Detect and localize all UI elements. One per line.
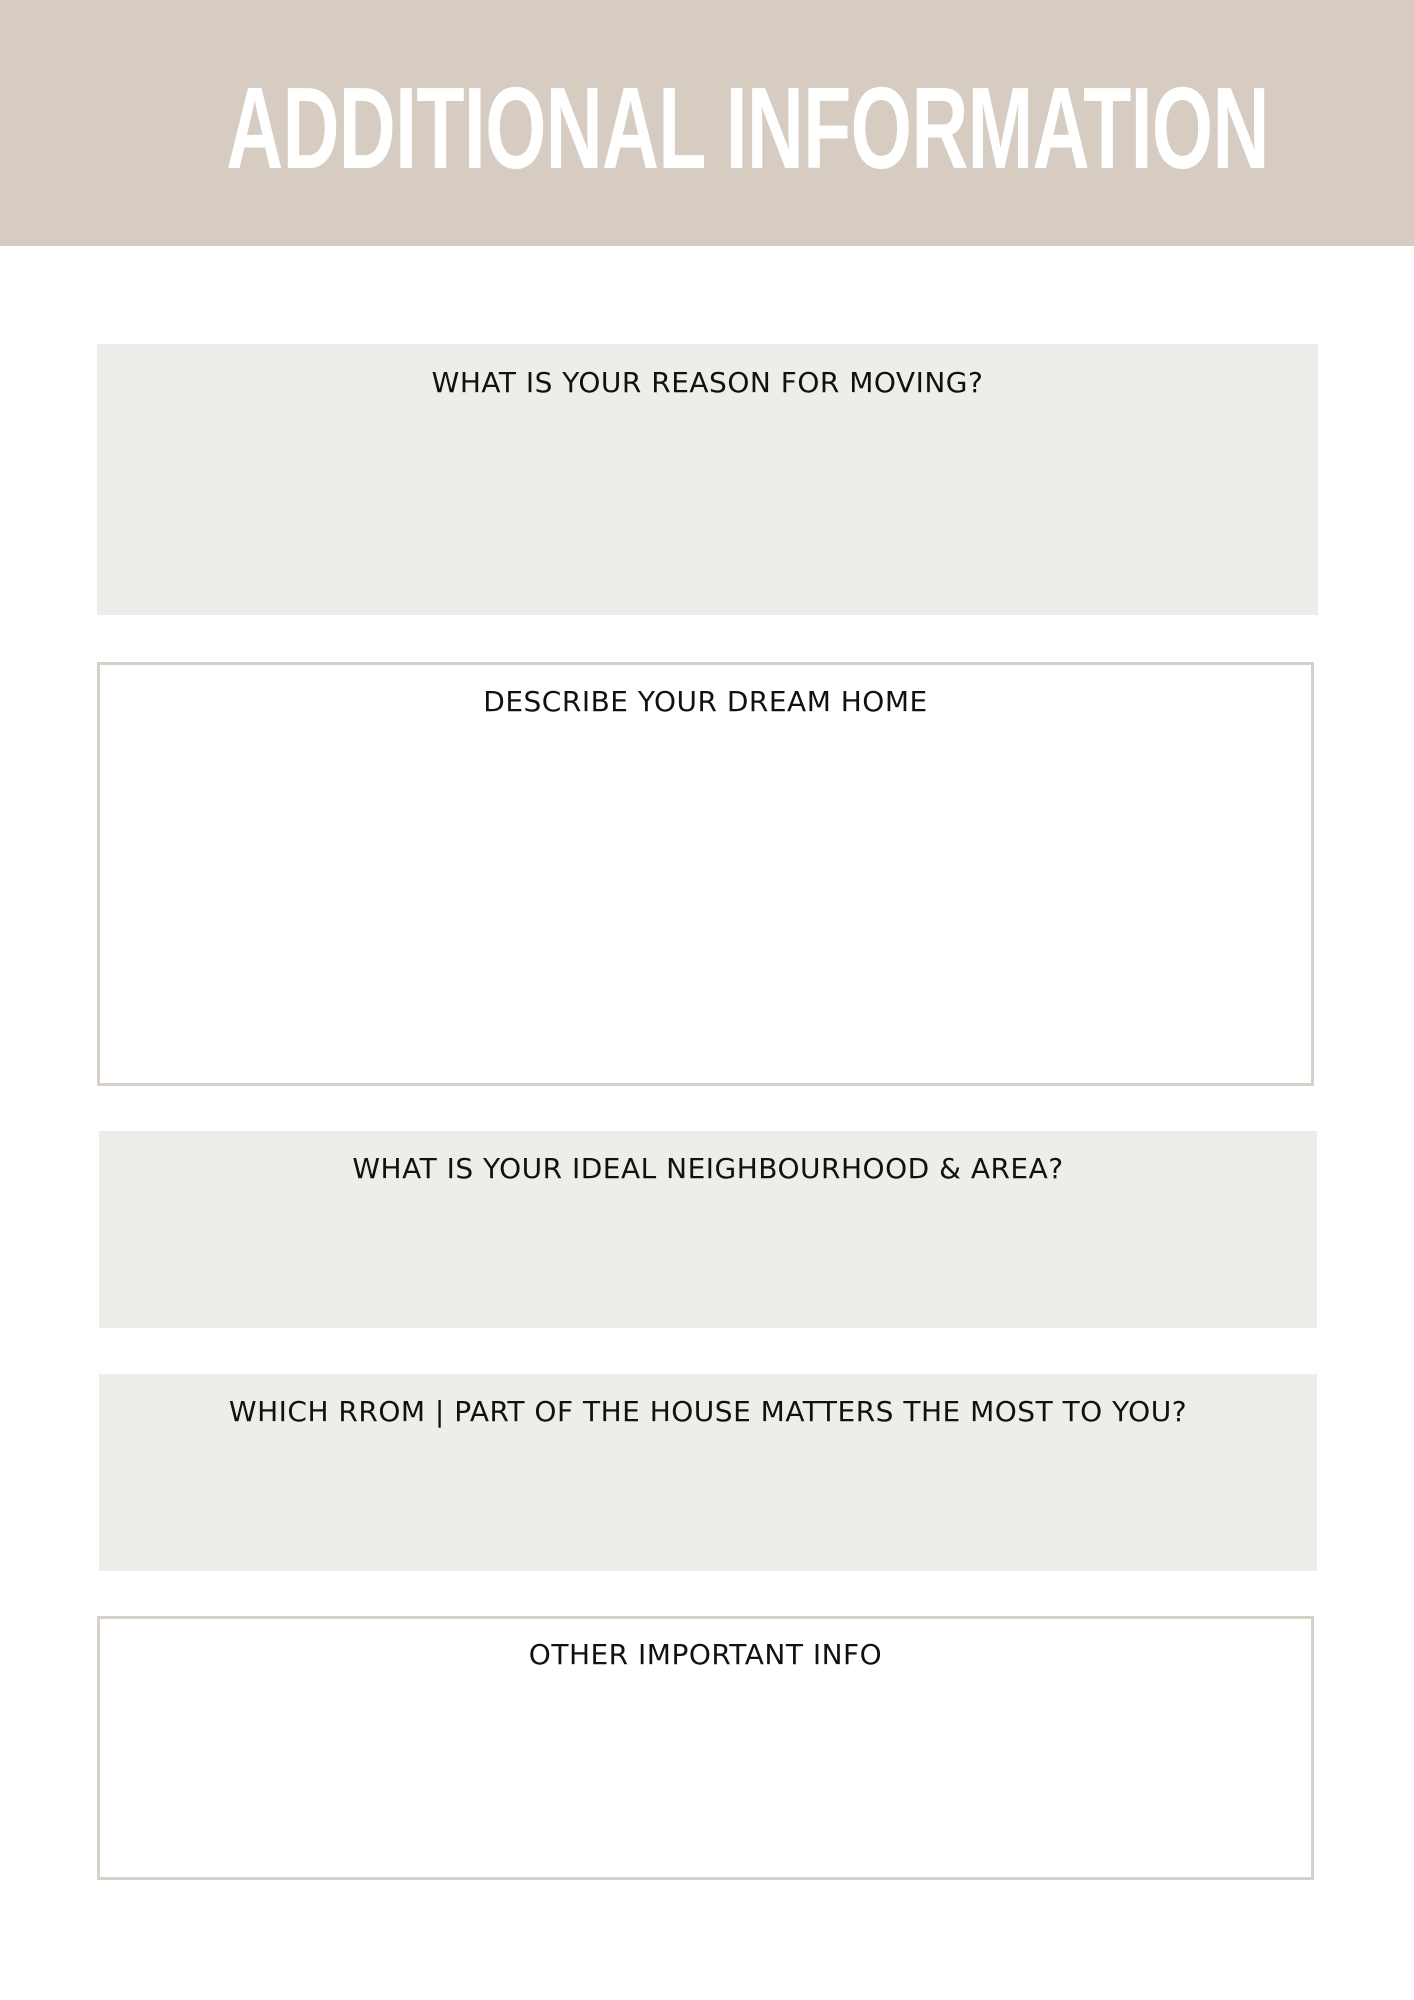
page-header (0, 0, 1414, 246)
reason-for-moving-label: WHAT IS YOUR REASON FOR MOVING? (431, 366, 984, 399)
important-room-box[interactable] (99, 1374, 1317, 1571)
ideal-neighbourhood-box[interactable] (99, 1131, 1317, 1328)
ideal-neighbourhood-label: WHAT IS YOUR IDEAL NEIGHBOURHOOD & AREA? (352, 1152, 1064, 1185)
other-info-field[interactable] (120, 1689, 1291, 1861)
reason-for-moving-box[interactable] (97, 344, 1318, 615)
dream-home-box[interactable] (97, 662, 1314, 1086)
other-info-label: OTHER IMPORTANT INFO (528, 1638, 883, 1671)
ideal-neighbourhood-field[interactable] (119, 1201, 1297, 1312)
important-room-field[interactable] (119, 1444, 1297, 1555)
dream-home-label: DESCRIBE YOUR DREAM HOME (483, 685, 928, 718)
dream-home-field[interactable] (120, 735, 1291, 1067)
reason-for-moving-field[interactable] (117, 414, 1298, 599)
important-room-label: WHICH RROM | PART OF THE HOUSE MATTERS THE MOST TO YOU? (228, 1395, 1188, 1428)
other-info-box[interactable] (97, 1616, 1314, 1880)
page-title: ADDITIONAL INFORMATION (226, 63, 1269, 193)
